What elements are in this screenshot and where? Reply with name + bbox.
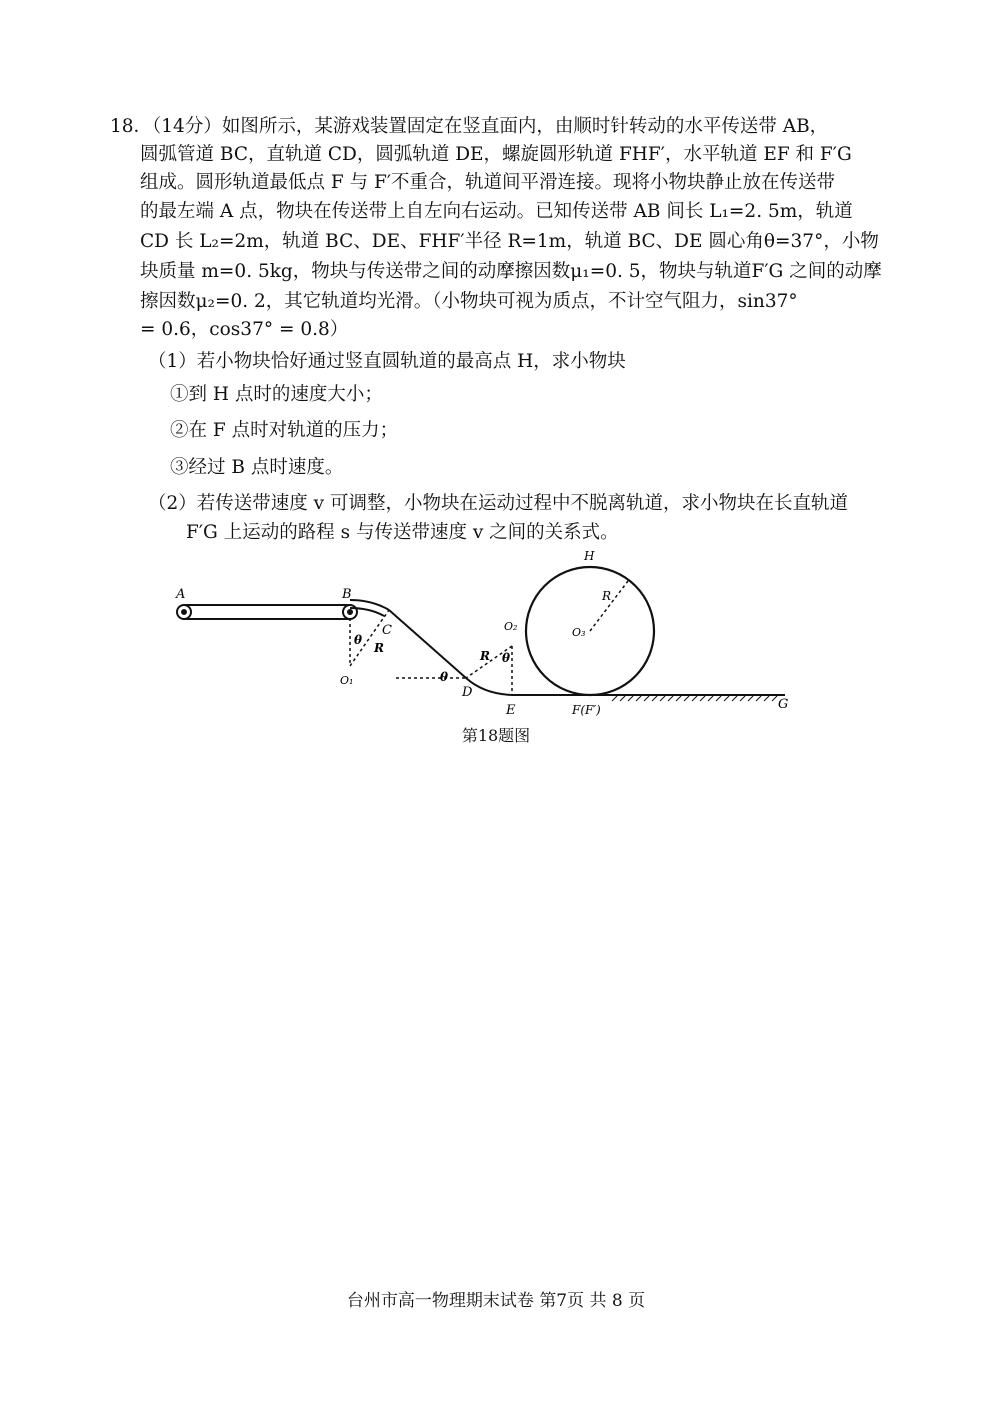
question-line-5: CD 长 L₂=2m，轨道 BC、DE、FHF′半径 R=1m，轨道 BC、DE 圆心角θ=37°，小物 <box>140 231 879 252</box>
label-d: D <box>462 685 473 700</box>
label-o1: O₁ <box>340 674 354 687</box>
question-line-3: 组成。圆形轨道最低点 F 与 F′不重合，轨道间平滑连接。现将小物块静止放在传送带 <box>140 172 836 193</box>
part1-sub3: ③经过 B 点时速度。 <box>170 457 344 478</box>
figure-caption: 第18题图 <box>461 726 531 745</box>
label-h: H <box>584 549 595 563</box>
label-r2: R <box>480 649 490 663</box>
construction-lines <box>350 581 628 695</box>
track-diagram <box>160 548 800 748</box>
straight-track-cd <box>389 610 785 695</box>
label-theta3: θ <box>502 651 511 665</box>
label-r3: R <box>602 589 612 603</box>
page-footer: 台州市高一物理期末试卷 第7页 共 8 页 <box>346 1291 646 1311</box>
label-b: B <box>342 587 352 602</box>
label-theta1: θ <box>354 633 363 647</box>
question-line-6: 块质量 m=0. 5kg，物块与传送带之间的动摩擦因数μ₁=0. 5，物块与轨道F′G 之间的动摩 <box>140 261 882 282</box>
question-line-1: 18．（14分）如图所示，某游戏装置固定在竖直面内，由顺时针转动的水平传送带 AB， <box>110 116 829 137</box>
question-line-8: = 0.6，cos37° = 0.8） <box>140 319 349 340</box>
label-ff: F(F′) <box>572 703 601 717</box>
label-r1: R <box>374 641 384 655</box>
question-line-7: 擦因数μ₂=0. 2，其它轨道均光滑。（小物块可视为质点，不计空气阻力，sin37° <box>140 291 798 312</box>
label-o3: O₃ <box>572 626 586 639</box>
label-e: E <box>506 703 516 718</box>
part1-prompt: （1）若小物块恰好通过竖直圆轨道的最高点 H，求小物块 <box>148 351 626 372</box>
label-theta2: θ <box>440 670 449 684</box>
part1-sub2: ②在 F 点时对轨道的压力； <box>170 420 399 441</box>
question-line-4: 的最左端 A 点，物块在传送带上自左向右运动。已知传送带 AB 间长 L₁=2. 5m，轨道 <box>140 201 853 222</box>
conveyor-belt <box>177 605 357 619</box>
label-c: C <box>382 623 392 638</box>
label-g: G <box>778 697 789 712</box>
part2-line-2: F′G 上运动的路程 s 与传送带速度 v 之间的关系式。 <box>186 522 619 543</box>
part1-sub1: ①到 H 点时的速度大小； <box>170 384 383 405</box>
label-a: A <box>176 587 186 602</box>
question-line-2: 圆弧管道 BC，直轨道 CD，圆弧轨道 DE，螺旋圆形轨道 FHF′，水平轨道 EF 和 F′G <box>140 144 852 165</box>
label-o2: O₂ <box>504 620 518 633</box>
part2-line-1: （2）若传送带速度 v 可调整，小物块在运动过程中不脱离轨道，求小物块在长直轨道 <box>148 493 848 514</box>
